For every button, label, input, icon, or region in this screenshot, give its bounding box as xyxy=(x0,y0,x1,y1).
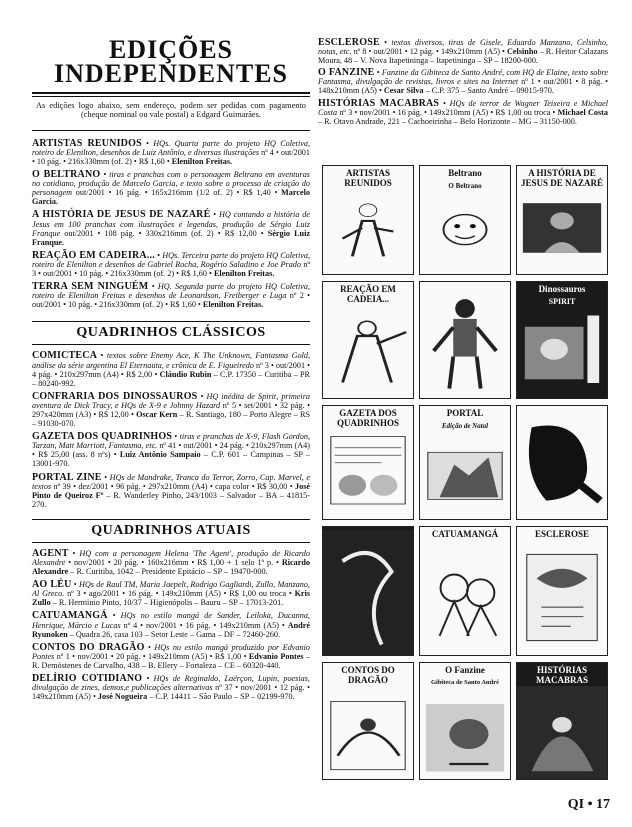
cover-illustration xyxy=(517,308,607,398)
cover-illustration xyxy=(323,429,413,519)
entry-title: HISTÓRIAS MACABRAS xyxy=(318,97,440,109)
entry-address: – R. Santiago, 180 – Porto Alegre – RS – 91030-070. xyxy=(32,409,311,429)
entry-address: – R. Wanderley Pinho, 243/1003 – Salvador – BA – 41815-270. xyxy=(32,490,310,509)
entry-contact: José Nogueira xyxy=(97,692,148,702)
cover-illustration xyxy=(517,409,607,519)
entry-description: HQs de Reginaldo, Laërçon, Lupin, poesias, divulgação de zines, demos,e publicações alternativas xyxy=(32,674,310,693)
entry-info: nº 1 • out/2001 • 8 pág. • 148x210mm (A5) • xyxy=(318,77,609,96)
spacer xyxy=(32,313,310,321)
entry-info: • nov/2001 • 20 pág. • 160x216mm • R$ 1,00 + 1 selo 1º p. • xyxy=(68,558,279,567)
entry-address: – R. Curitiba, 1042 – Presidente Epitácio – SP – 19470-000. xyxy=(70,567,268,577)
entry-address: – R. Herminio Pinto, 10/37 – Higienópolis – Bauru – SP – 17013-201. xyxy=(52,598,284,608)
entry-contact: André Ryunoken xyxy=(32,620,311,639)
listing-entry: HISTÓRIAS MACABRAS • HQs de terror de Wagner Teixeira e Michael Costa nº 3 • nov/2001 • 16 pág. • 149x210mm (A5) • R$ 1,00 ou troca • Michael Costa – R. Otavo Andrade, 221 – Cachoeirinha – Belo Horizonte – MG – 31150-000. xyxy=(318,97,608,126)
comic-cover xyxy=(516,662,608,780)
comic-cover xyxy=(419,405,511,520)
entry-contact: Oscar Kern xyxy=(136,409,178,419)
entry-contact: Michael Costa xyxy=(557,107,608,117)
divider xyxy=(32,130,310,131)
comic-cover xyxy=(419,662,511,780)
comic-cover xyxy=(322,662,414,780)
comic-cover xyxy=(322,165,414,275)
entry-title: TERRA SEM NINGUÉM xyxy=(32,281,149,293)
entry-address: – R. Otavo Andrade, 221 – Cachoeirinha – Belo Horizonte – MG – 31150-000. xyxy=(318,116,577,126)
entries-right xyxy=(318,38,608,126)
section-heading-atuais: QUADRINHOS ATUAIS xyxy=(32,519,310,543)
entries-atuais xyxy=(32,549,310,701)
entry-info: nº 8 • out/2001 • 12 pág. • 149x210mm (A5) • xyxy=(353,47,505,57)
entry-contact: Marcelo Garcia. xyxy=(32,188,310,207)
entry-title: CATUAMANGÁ xyxy=(32,610,108,622)
comic-cover xyxy=(516,281,608,399)
comic-cover xyxy=(322,281,414,399)
entry-description: HQs. Terceira parte do projeto HQ Coletiva, roteiro de Elenilton e desenhos de Gabriel Rocha, Rogério Saladino e Joe Prado xyxy=(32,250,310,269)
entry-info: nº 4 • nov/2001 • 16 pág. • 149x210mm (A5) • xyxy=(123,620,285,630)
entry-address: – R. Demóstenes de Carvalho, 438 – B. Ellery – Fortaleza – CE – 60320-440. xyxy=(32,651,311,670)
cover-illustration xyxy=(323,530,413,655)
entry-address: – C.P. 601 – Campinas – SP – 13001-970. xyxy=(32,450,311,469)
listing-entry: CATUAMANGÁ • HQs no estilo mangá de Sander, Leiloka, Ducanna, Henrique, Márcio e Lucas nº 4 • nov/2001 • 16 pág. • 149x210mm (A5) • André Ryunoken – Quadra 26, casa 103 – Setor Leste – Gama – DF – 72460-260. xyxy=(32,610,311,639)
entry-description: HQ contando a história de Jesus em 100 pranchas com ilustrações e legendas, produção de Sérgio Luiz Franque xyxy=(32,210,310,238)
entry-description: textos sobre Enemy Ace, K The Unknown, Fantasma Gold, análise da série argentina El Eternauta, e crônica de E. Figueiredo xyxy=(32,351,310,370)
cover-title: Dinossauros xyxy=(538,284,586,294)
listing-entry: AGENT • HQ com a personagem Helena 'The Agent', produção de Ricardo Alexandre • nov/2001 • 20 pág. • 160x216mm • R$ 1,00 + 1 selo 1º p. • Ricardo Alexandre – R. Curitiba, 1042 – Presidente Epitácio – SP – 19470-000. xyxy=(32,547,311,577)
intro-text: As edições logo abaixo, sem endereço, podem ser pedidas com pagamento (cheque nominal ou vale postal) a Edgard Guimarães. xyxy=(36,101,306,120)
listing-entry: CONTOS DO DRAGÃO • HQs no estilo mangá produzido por Edvanio Pontes nº 1 • nov/2001 • 20 pág. • 149x210mm (A5) • R$ 1,00 • Edvanio Pontes – R. Demóstenes de Carvalho, 438 – B. Ellery – Fortaleza – CE – 60320-440. xyxy=(32,641,311,670)
page-number: QI • 17 xyxy=(567,797,610,812)
right-column xyxy=(318,38,608,129)
entry-address: – C.P. 14411 – São Paulo – SP – 02199-970. xyxy=(149,692,295,702)
entry-title: CONTOS DO DRAGÃO xyxy=(32,641,145,653)
title-rule xyxy=(32,92,310,97)
entry-title: DELÍRIO COTIDIANO xyxy=(32,673,143,685)
cover-title: Beltrano xyxy=(448,168,482,178)
entry-description: HQs de Raul TM, Maria Jaepelt, Rodrigo Gagliardi, Zullo, Manzano, Al Greco. xyxy=(32,580,310,599)
entry-title: AO LÉU xyxy=(32,579,72,591)
entry-info: nº 5 • set/2001 • 32 pág. • 297x420mm (A3) • R$ 12,00 • xyxy=(32,400,310,419)
cover-title: HISTÓRIAS MACABRAS xyxy=(535,665,588,685)
cover-illustration xyxy=(323,305,413,398)
cover-title: PORTAL xyxy=(446,408,484,418)
entry-info: nº 3 • out/2001 • 4 pág. • 210x297mm (A4) • R$ 2,00 • xyxy=(32,360,311,379)
entry-contact: Elenilton Freitas. xyxy=(171,157,233,166)
entries-top xyxy=(32,139,310,310)
comic-cover xyxy=(419,281,511,399)
entry-title: REAÇÃO EM CADEIRA... xyxy=(32,249,155,261)
listing-entry: O FANZINE • Fanzine da Gibiteca de Santo André, com HQ de Elaine, texto sobre Fantasma, divulgação de revistas, livros e sites na Internet nº 1 • out/2001 • 8 pág. • 148x210mm (A5) • Cesar Silva – C.P. 375 – Santo André – 09015-970. xyxy=(318,67,609,96)
entry-title: O BELTRANO xyxy=(32,169,101,181)
comic-cover xyxy=(419,526,511,656)
comic-cover xyxy=(516,165,608,275)
title-line-1: EDIÇÕES xyxy=(108,35,234,64)
listing-entry: AO LÉU • HQs de Raul TM, Maria Jaepelt, Rodrigo Gagliardi, Zullo, Manzano, Al Greco. nº 3 • ago/2001 • 16 pág. • 149x210mm (A5) • R$ 1,00 ou troca • Kris Zullo – R. Herminio Pinto, 10/37 – Higienópolis – Bauru – SP – 17013-201. xyxy=(32,579,311,608)
cover-illustration xyxy=(517,686,607,779)
entry-address: – R. Heitor Calazans Moura, 48 – V. Nova Itapetininga – Itapetininga – SP – 18200-000. xyxy=(318,47,609,66)
cover-illustration xyxy=(420,540,510,655)
entry-description: HQ. Segunda parte do projeto HQ Coletiva, roteiro de Elenilton Freitas e desenhos de Leonardson, Freiberger e Luga xyxy=(32,282,311,301)
entry-title: PORTAL ZINE xyxy=(32,471,102,483)
listing-entry: A HISTÓRIA DE JESUS DE NAZARÉ • HQ contando a história de Jesus em 100 pranchas com ilustrações e legendas, produção de Sérgio Luiz Franque out/2001 • 108 pág. • 330x216mm (of. 2) • R$ 12,00 • Sérgio Luiz Franque. xyxy=(32,209,311,247)
entry-contact: Cesar Silva xyxy=(383,86,424,96)
entry-description: textos diversos, tiras de Gisele, Eduardo Manzano, Celsinho, notas, etc. xyxy=(318,38,608,57)
entry-contact: Sérgio Luiz Franque. xyxy=(32,228,311,247)
cover-title: CATUAMANGÁ xyxy=(431,529,499,539)
entry-description: HQ com a personagem Helena 'The Agent', produção de Ricardo Alexandre xyxy=(32,548,310,567)
entry-info: nº 3 • out/2001 • 10 pág. • 216x330mm (of. 2) • R$ 1,60 • xyxy=(32,259,310,279)
entry-title: GAZETA DOS QUADRINHOS xyxy=(32,431,173,443)
entry-description: tiras e pranchas com o personagem Beltrano em aventuras no cotidiano, produção de Marcelo Garcia, e texto sobre o processo de criação do personagem xyxy=(32,170,310,198)
listing-entry: COMICTECA • textos sobre Enemy Ace, K The Unknown, Fantasma Gold, análise da série argentina El Eternauta, e crônica de E. Figueiredo nº 3 • out/2001 • 4 pág. • 210x297mm (A4) • R$ 2,00 • Cláudio Rubin – C.P. 17350 – Curitiba – PR – 80240-992. xyxy=(32,350,311,388)
entry-address: – Quadra 26, casa 103 – Setor Leste – Gama – DF – 72460-260. xyxy=(69,629,281,639)
entry-contact: Edvanio Pontes xyxy=(248,651,304,661)
section-heading-classicos: QUADRINHOS CLÁSSICOS xyxy=(32,321,310,345)
entry-description: HQs no estilo mangá produzido por Edvanio Pontes xyxy=(32,642,310,661)
entry-info: nº 37 • nov/2001 • 12 pág. • 149x210mm (A5) • xyxy=(32,683,311,702)
entry-description: HQs. Quarta parte do projeto HQ Coletiva, roteiro de Elenilton, desenhos de Luiz Antônio, e diversas ilustrações xyxy=(32,138,310,157)
title-line-2: INDEPENDENTES xyxy=(53,59,289,88)
entry-info: nº 2 • out/2001 • 10 pág. • 216x330mm (of. 2) • R$ 1,60 • xyxy=(32,291,310,310)
cover-title: ESCLEROSE xyxy=(534,529,590,539)
cover-illustration xyxy=(323,189,413,274)
entry-description: HQs no estilo mangá de Sander, Leiloka, Ducanna, Henrique, Márcio e Lucas xyxy=(32,611,310,630)
entry-title: ARTISTAS REUNIDOS xyxy=(32,137,142,149)
listing-entry: CONFRARIA DOS DINOSSAUROS • HQ inédita de Spirit, primeira aventura de Dick Tracy, e HQs de X-9 e Johnny Hazard nº 5 • set/2001 • 32 pág. • 297x420mm (A3) • R$ 12,00 • Oscar Kern – R. Santiago, 180 – Porto Alegre – RS – 91030-070. xyxy=(32,390,311,429)
cover-title: A HISTÓRIA DE JESUS DE NAZARÉ xyxy=(520,168,604,188)
entry-info: out/2001 • 16 pág. • 165x216mm (1/2 of. 2) • R$ 1,40 • xyxy=(75,188,278,198)
cover-illustration xyxy=(517,540,607,655)
listing-entry: ARTISTAS REUNIDOS • HQs. Quarta parte do projeto HQ Coletiva, roteiro de Elenilton, desenhos de Luiz Antônio, e diversas ilustrações nº 4 • out/2001 • 10 pág. • 216x330mm (of. 2) • R$ 1,60 • Elenilton Freitas. xyxy=(32,137,310,166)
entry-contact: Celsinho xyxy=(507,47,538,57)
comic-cover xyxy=(322,526,414,656)
cover-title: GAZETA DOS QUADRINHOS xyxy=(336,408,399,428)
cover-subtitle: Edição de Natal xyxy=(441,422,489,430)
cover-illustration xyxy=(420,192,510,274)
entry-address: – C.P. 375 – Santo André – 09015-970. xyxy=(425,86,554,96)
cover-title: ARTISTAS REUNIDOS xyxy=(344,168,392,188)
entry-contact: Luiz Antônio Sampaio xyxy=(119,450,201,460)
entry-contact: José Pinto de Queiroz Fº xyxy=(32,481,311,500)
entry-info: nº 3 • nov/2001 • 16 pág. • 149x210mm (A5) • R$ 1,00 ou troca • xyxy=(339,107,556,117)
page-title xyxy=(32,35,310,88)
entry-contact: Elenilton Freitas. xyxy=(202,300,264,310)
listing-entry: TERRA SEM NINGUÉM • HQ. Segunda parte do projeto HQ Coletiva, roteiro de Elenilton Freitas e desenhos de Leonardson, Freiberger e Luga nº 2 • out/2001 • 10 pág. • 216x330mm (of. 2) • R$ 1,60 • Elenilton Freitas. xyxy=(32,281,311,310)
entry-description: tiras e pranchas de X-9, Flash Gordon, Tarzan, Matt Marriott, Fantasma, etc. xyxy=(32,432,310,451)
left-column xyxy=(32,35,311,705)
entry-title: O FANZINE xyxy=(318,67,375,79)
listing-entry: DELÍRIO COTIDIANO • HQs de Reginaldo, Laërçon, Lupin, poesias, divulgação de zines, demos,e publicações alternativas nº 37 • nov/2001 • 12 pág. • 149x210mm (A5) • José Nogueira – C.P. 14411 – São Paulo – SP – 02199-970. xyxy=(32,673,311,702)
entry-description: Fanzine da Gibiteca de Santo André, com HQ de Elaine, texto sobre Fantasma, divulgação de revistas, livros e sites na Internet xyxy=(318,68,609,87)
entry-info: nº 1 • nov/2001 • 20 pág. • 149x210mm (A5) • R$ 1,00 • xyxy=(56,651,247,661)
entry-description: HQs de Mandrake, Tranca do Terror, Zorro, Cap. Marvel, e textos xyxy=(32,472,311,491)
entry-title: CONFRARIA DOS DINOSSAUROS xyxy=(32,390,198,402)
entry-title: ESCLEROSE xyxy=(318,37,380,48)
listing-entry: PORTAL ZINE • HQs de Mandrake, Tranca do Terror, Zorro, Cap. Marvel, e textos nº 39 • dez/2001 • 96 pág. • 297x210mm (A4) • capa color • R$ 30,00 • José Pinto de Queiroz Fº – R. Wanderley Pinho, 243/1003 – Salvador – BA – 41815-270. xyxy=(32,471,311,509)
entry-contact: Cláudio Rubin xyxy=(159,369,212,379)
comic-cover xyxy=(516,405,608,520)
entry-address: – C.P. 17350 – Curitiba – PR – 80240-992. xyxy=(32,369,311,388)
listing-entry: ESCLEROSE • textos diversos, tiras de Gisele, Eduardo Manzano, Celsinho, notas, etc. nº 8 • out/2001 • 12 pág. • 149x210mm (A5) • Celsinho – R. Heitor Calazans Moura, 48 – V. Nova Itapetininga – Itapetininga – SP – 18200-000. xyxy=(318,37,609,66)
entry-info: nº 3 • ago/2001 • 16 pág. • 149x210mm (A5) • R$ 1,00 ou troca • xyxy=(67,589,292,599)
cover-title: CONTOS DO DRAGÃO xyxy=(341,665,395,685)
entry-description: HQ inédita de Spirit, primeira aventura de Dick Tracy, e HQs de X-9 e Johnny Hazard xyxy=(32,391,310,410)
entry-contact: Elenilton Freitas. xyxy=(213,269,275,279)
entry-info: nº 39 • dez/2001 • 96 pág. • 297x210mm (A4) • capa color • R$ 30,00 • xyxy=(53,481,293,491)
cover-illustration xyxy=(420,432,510,519)
cover-illustration xyxy=(420,689,510,779)
comic-cover xyxy=(419,165,511,275)
listing-entry: GAZETA DOS QUADRINHOS • tiras e pranchas de X-9, Flash Gordon, Tarzan, Matt Marriott, Fantasma, etc. nº 41 • out/2001 • 24 pág. • 210x297mm (A4) • R$ 25,00 (ass. 8 nºs) • Luiz Antônio Sampaio – C.P. 601 – Campinas – SP – 13001-970. xyxy=(32,431,311,469)
cover-title: REAÇÃO EM CADEIA... xyxy=(340,284,396,304)
entry-contact: Ricardo Alexandre xyxy=(32,558,311,577)
cover-illustration xyxy=(323,686,413,779)
entry-title: AGENT xyxy=(32,547,69,559)
listing-entry: REAÇÃO EM CADEIRA... • HQs. Terceira parte do projeto HQ Coletiva, roteiro de Elenilton e desenhos de Gabriel Rocha, Rogério Saladino e Joe Prado nº 3 • out/2001 • 10 pág. • 216x330mm (of. 2) • R$ 1,60 • Elenilton Freitas. xyxy=(32,249,310,279)
covers-grid xyxy=(322,165,608,785)
entry-title: A HISTÓRIA DE JESUS DE NAZARÉ xyxy=(32,209,211,221)
cover-illustration xyxy=(420,285,510,398)
entry-info: nº 4 • out/2001 • 10 pág. • 216x330mm (of. 2) • R$ 1,60 • xyxy=(32,147,310,166)
comic-cover xyxy=(516,526,608,656)
comic-cover xyxy=(322,405,414,520)
entry-contact: Kris Zullo xyxy=(32,589,311,608)
entry-info: nº 41 • out/2001 • 24 pág. • 210x297mm (A4) • R$ 25,00 (ass. 8 nºs) • xyxy=(32,441,310,460)
entry-title: COMICTECA xyxy=(32,350,98,362)
listing-entry: O BELTRANO • tiras e pranchas com o personagem Beltrano em aventuras no cotidiano, produção de Marcelo Garcia, e texto sobre o processo de criação do personagem out/2001 • 16 pág. • 165x216mm (1/2 of. 2) • R$ 1,40 • Marcelo Garcia. xyxy=(32,169,310,207)
entry-info: out/2001 • 108 pág. • 330x216mm (of. 2) • R$ 12,00 • xyxy=(64,228,264,238)
cover-subtitle: O Beltrano xyxy=(448,182,482,190)
entries-classicos xyxy=(32,351,310,509)
entry-description: HQs de terror de Wagner Teixeira e Michael Costa xyxy=(318,98,608,117)
cover-subtitle: SPIRIT xyxy=(548,297,576,306)
cover-title: O Fanzine xyxy=(445,665,485,675)
cover-subtitle: Gibiteca de Santo André xyxy=(430,679,500,686)
cover-illustration xyxy=(517,189,607,274)
